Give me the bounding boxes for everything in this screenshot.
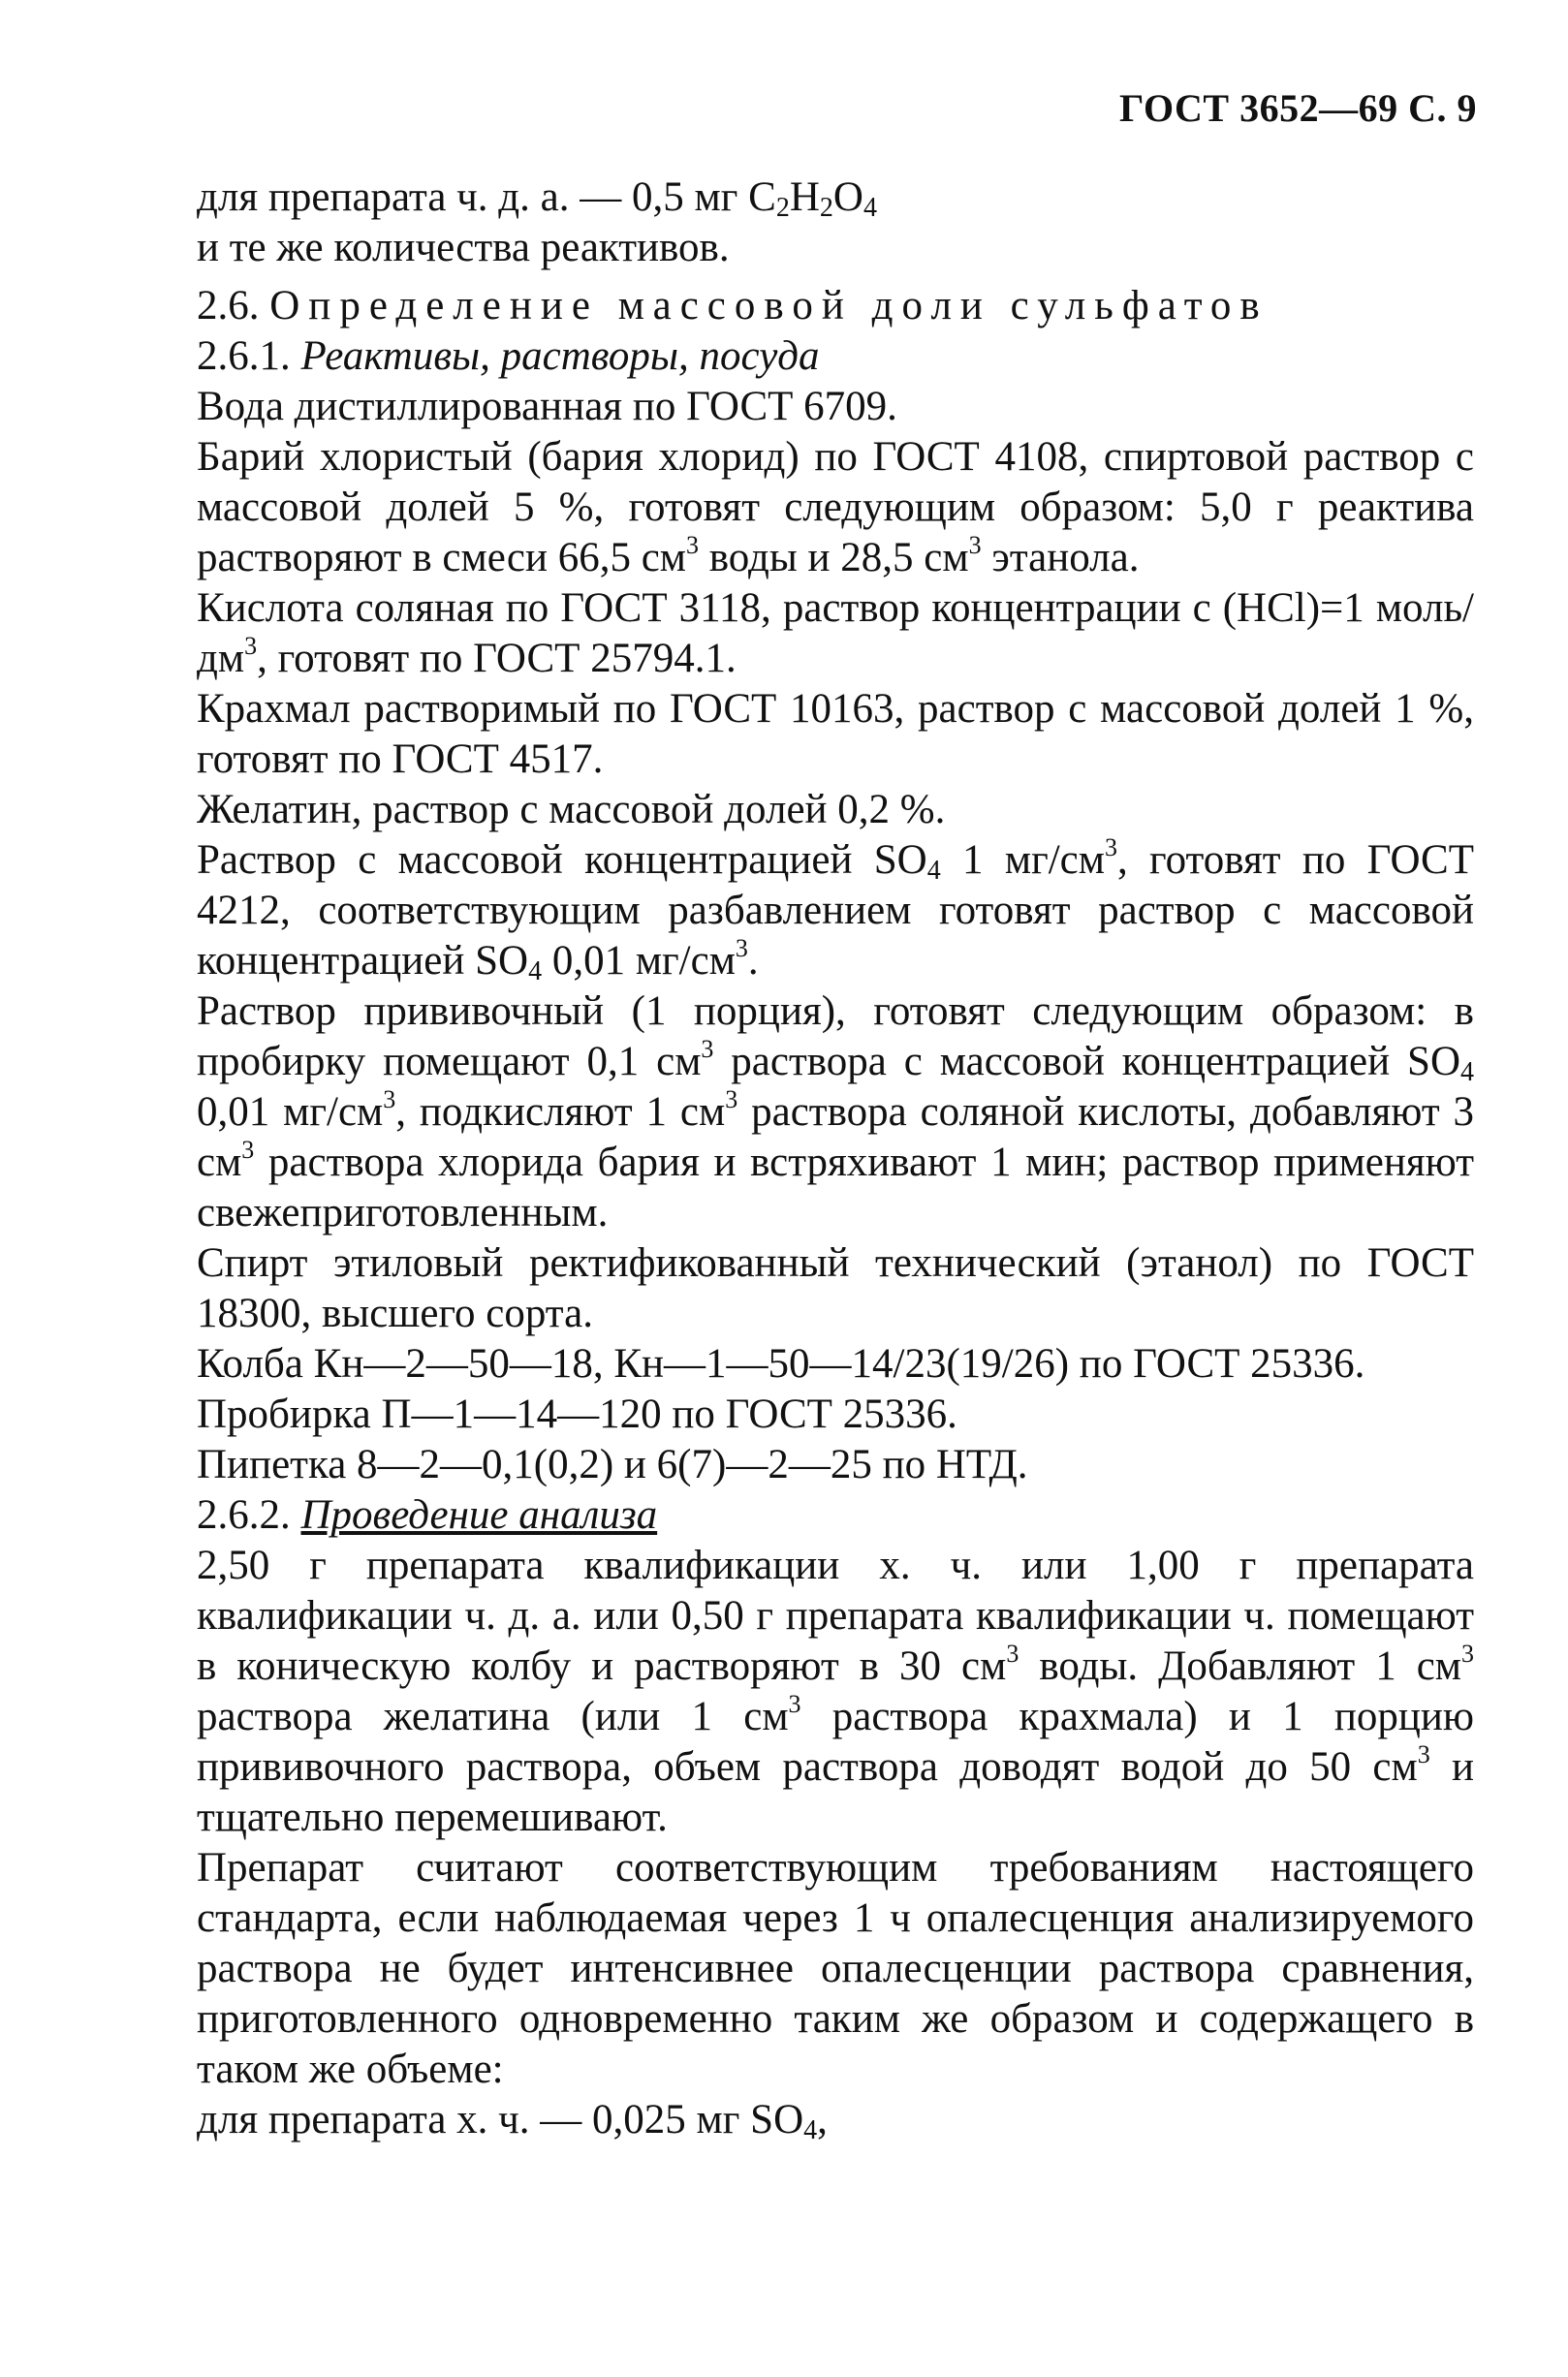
final-line: для препарата х. ч. — 0,025 мг $SO_4$, [197,2097,828,2145]
pipette-paragraph: Пипетка 8—2—0,1(0,2) и 6(7)—2—25 по НТД. [197,1442,1028,1487]
barium-paragraph: Барий хлористый (бария хлорид) по ГОСТ 4108, спиртовой раствор с массовой долей 5 %, готовят следующим образом: 5,0 г реактива растворяют в смеси 66,5 $см^3$ воды и 28,5 $см^3$ этанола. [197,434,1474,580]
page-header: ГОСТ 3652—69 С. 9 [1118,86,1477,130]
reagents-same-line: и те же количества реактивов. [197,225,730,270]
gelatin-paragraph: Желатин, раствор с массовой долей 0,2 %. [197,787,946,832]
ethanol-paragraph: Спирт этиловый ректификованный технический (этанол) по ГОСТ 18300, высшего сорта. [197,1240,1474,1336]
result-paragraph: Препарат считают соответствующим требованиям настоящего стандарта, если наблюдаемая через 1 ч опалесценция анализируемого раствора не будет интенсивнее опалесценции раствора сравнения, приготовленного одновременно таким же образом и содержащего в таком же объеме: [197,1845,1474,2092]
subsection-title-1: Реактивы, растворы, посуда [300,333,820,379]
section-heading: 2.6. Определение массовой доли сульфатов [197,283,1269,328]
procedure-paragraph: 2,50 г препарата квалификации х. ч. или 1,00 г препарата квалификации ч. д. а. или 0,50 г препарата квалификации ч. помещают в коническую колбу и растворяют в 30 $см^3$ воды. Добавляют 1 $см^3$ раствора желатина (или 1 $см^3$ раствора крахмала) и 1 порцию прививочного раствора, объем раствора доводят водой до 50 $см^3$ и тщательно перемешивают. [197,1543,1475,1840]
oxalate-line: для препарата ч. д. а. — 0,5 мг $C_2H_2O_4$ [197,174,877,223]
document-body [197,172,1474,2145]
water-paragraph: Вода дистиллированная по ГОСТ 6709. [197,384,897,429]
flask-paragraph: Колба Кн—2—50—18, Кн—1—50—14/23(19/26) по ГОСТ 25336. [197,1341,1365,1387]
sulfate-solution-paragraph: Раствор с массовой концентрацией $SO_4$ 1 $мг/см^3$, готовят по ГОСТ 4212, соответствующим разбавлением готовят раствор с массовой концентрацией $SO_4$ 0,01 $мг/см^3$. [197,833,1474,986]
subsection-heading-1: 2.6.1. Реактивы, растворы, посуда [197,333,820,379]
tube-paragraph: Пробирка П—1—14—120 по ГОСТ 25336. [197,1392,957,1437]
seed-solution-paragraph: Раствор прививочный (1 порция), готовят следующим образом: в пробирку помещают 0,1 $см^3$ раствора с массовой концентрацией $SO_4$ 0,01 $мг/см^3$, подкисляют 1 $см^3$ раствора соляной кислоты, добавляют 3 $см^3$ раствора хлорида бария и встряхивают 1 мин; раствор применяют свежеприготовленным. [197,988,1475,1235]
starch-paragraph: Крахмал растворимый по ГОСТ 10163, раствор с массовой долей 1 %, готовят по ГОСТ 4517. [197,686,1474,782]
subsection-heading-2: 2.6.2. Проведение анализа [197,1492,658,1538]
subsection-title-2: Проведение анализа [300,1492,658,1538]
section-title: Определение массовой доли сульфатов [269,283,1269,328]
acid-paragraph: Кислота соляная по ГОСТ 3118, раствор концентрации с (HCl)=1 моль/$дм^3$, готовят по ГОСТ 25794.1. [197,585,1474,681]
